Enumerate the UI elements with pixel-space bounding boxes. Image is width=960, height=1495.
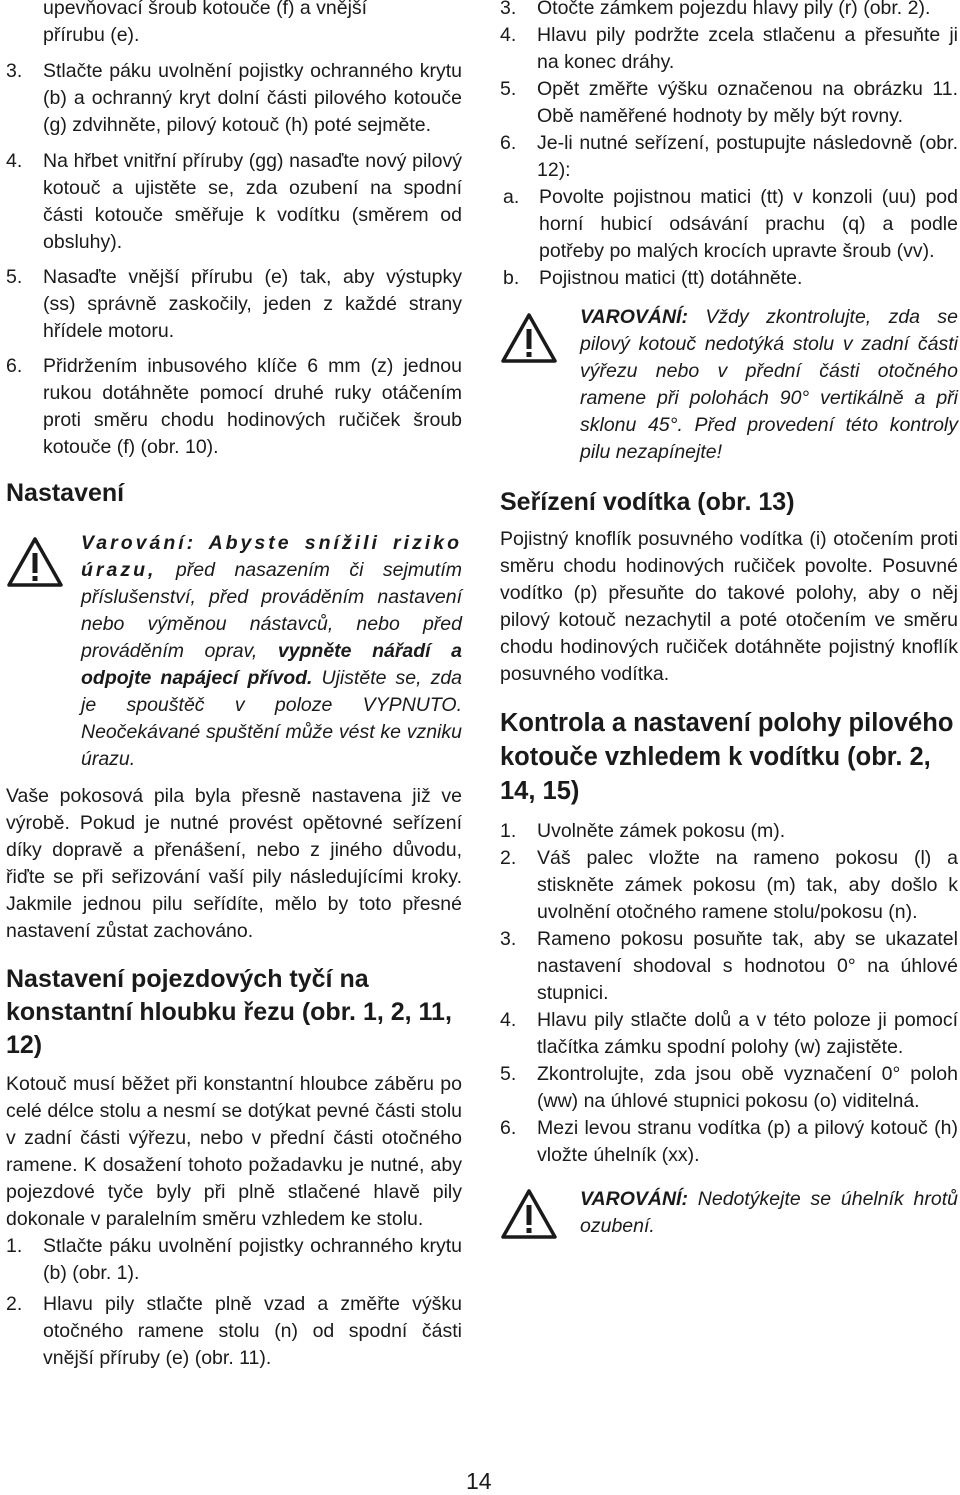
step-number: 6. (500, 1117, 517, 1139)
list-item (500, 818, 958, 845)
heading-pojezd: Nastavení pojezdových tyčí na konstantní hloubku řezu (obr. 1, 2, 11, 12) (6, 965, 452, 1059)
step-text: Uvolněte zámek pokosu (m). (537, 820, 786, 842)
step-number: 3. (500, 0, 517, 19)
step-list-kontrola (500, 818, 958, 1169)
substep-letter: b. (503, 267, 520, 289)
step-list-pojezd (6, 1233, 462, 1372)
list-item (500, 130, 958, 184)
warning-triangle-icon (6, 536, 64, 588)
right-column (500, 0, 958, 1240)
step-list-blade (6, 58, 462, 461)
substep-text: Povolte pojistnou matici (tt) v konzoli (uu) pod horní hubicí odsávání prachu (q) a podle potřeby po malých krocích upravte šroub (vv). (539, 186, 958, 262)
substep-text: Pojistnou matici (tt) dotáhněte. (539, 267, 803, 289)
intro-continuation (6, 0, 462, 49)
step-text: Váš palec vložte na rameno pokosu (l) a stiskněte zámek pokosu (m) tak, aby došlo k uvolnění otočného ramene stolu/pokosu (n). (537, 847, 958, 923)
list-item (6, 148, 462, 256)
heading-voditko: Seřízení vodítka (obr. 13) (500, 488, 795, 516)
step-number: 4. (500, 24, 517, 46)
step-text: Je-li nutné seřízení, postupujte následovně (obr. 12): (537, 132, 958, 181)
step-number: 4. (6, 150, 23, 172)
substep-item (463, 265, 958, 292)
warning-text-2 (580, 304, 958, 466)
warning-box-1 (6, 530, 462, 773)
step-number: 5. (500, 1063, 517, 1085)
paragraph-pojezd: Kotouč musí běžet při konstantní hloubce záběru po celé délce stolu a nesmí se dotýkat pevné části stolu v zadní části výřezu, nebo v přední části otočného ramene. K dosažení tohoto požadavku je nutné, aby pojezdové tyče byly při plně stlačené hlavě pily dokonale v paralelním směru vzhledem ke stolu. (6, 1073, 462, 1230)
list-item (6, 353, 462, 461)
step-number: 5. (6, 266, 23, 288)
list-item (500, 0, 958, 22)
step-list-adjust (500, 0, 958, 184)
step-text: Hlavu pily stlačte plně vzad a změřte výšku otočného ramene stolu (n) od spodní části vnější příruby (e) (obr. 11). (43, 1293, 462, 1369)
step-number: 2. (500, 847, 517, 869)
list-item (500, 845, 958, 926)
left-column (6, 0, 462, 1372)
list-item (500, 76, 958, 130)
warning-triangle-icon (500, 312, 558, 364)
warning-text-1 (81, 530, 462, 773)
paragraph-voditko: Pojistný knoflík posuvného vodítka (i) otočením proti směru chodu hodinových ručiček povolte. Posuvné vodítko (p) přesuňte do takové polohy, aby o něj pilový kotouč nezachytil a poté otočením ve směru chodu hodinových ručiček dotáhněte pojistný knoflík posuvného vodítka. (500, 528, 958, 685)
warning-bold-1: vypněte nářadí a odpojte napájecí přívod. (81, 640, 462, 689)
page-number: 14 (466, 1468, 492, 1494)
step-text: Na hřbet vnitřní příruby (gg) nasaďte nový pilový kotouč a ujistěte se, zda ozubení na spodní části kotouče směřuje k vodítku (směrem od obsluhy). (43, 150, 462, 253)
list-item (6, 264, 462, 345)
step-number: 5. (500, 78, 517, 100)
list-item (500, 926, 958, 1007)
heading-nastaveni: Nastavení (6, 479, 125, 507)
warning-triangle-icon (500, 1188, 558, 1240)
warning-lead-3: VAROVÁNÍ: (580, 1188, 688, 1210)
warning-body-3: Nedotýkejte se úhelník hrotů ozubení. (580, 1188, 958, 1237)
step-text: Stlačte páku uvolnění pojistky ochranného krytu (b) a ochranný kryt dolní části pilového kotouče (g) zdvihněte, pilový kotouč (h) poté sejměte. (43, 60, 462, 136)
step-text: Zkontrolujte, zda jsou obě vyznačení 0° poloh (ww) na úhlové stupnici pokosu (o) viditelná. (537, 1063, 958, 1112)
list-item (500, 22, 958, 76)
step-text: Opět změřte výšku označenou na obrázku 11. Obě naměřené hodnoty by měly být rovny. (537, 78, 958, 127)
step-number: 6. (500, 132, 517, 154)
step-text: Nasaďte vnější přírubu (e) tak, aby výstupky (ss) správně zaskočily, jeden z každé strany hřídele motoru. (43, 266, 462, 342)
heading-kontrola: Kontrola a nastavení polohy pilového kotouče vzhledem k vodítku (obr. 2, 14, 15) (500, 709, 954, 805)
warning-body-2: Vždy zkontrolujte, zda se pilový kotouč nedotýká stolu v zadní části výřezu nebo v přední části otočného ramene při polohách 90° vertikálně a při sklonu 45°. Před provedení této kontroly pilu nezapínejte! (580, 306, 958, 463)
step-number: 3. (6, 60, 23, 82)
substep-letter: a. (503, 186, 520, 208)
list-item (500, 1061, 958, 1115)
step-text: Přidržením inbusového klíče 6 mm (z) jednou rukou dotáhněte pomocí druhé ruky otáčením proti směru chodu hodinových ručiček šroub kotouče (f) (obr. 10). (43, 355, 462, 458)
list-item (6, 1291, 462, 1372)
list-item (500, 1115, 958, 1169)
step-number: 1. (500, 820, 517, 842)
warning-box-2 (500, 304, 958, 466)
step-text: Hlavu pily stlačte dolů a v této poloze ji pomocí tlačítka zámku spodní polohy (w) zajistěte. (537, 1009, 958, 1058)
list-item (500, 1007, 958, 1061)
warning-body-1a: před nasazením či sejmutím příslušenství, před prováděním nastavení nebo výměnou nástavců, nebo před prováděním oprav, (81, 559, 462, 662)
intro-line-2: přírubu (e). (43, 24, 140, 46)
step-text: Hlavu pily podržte zcela stlačenu a přesuňte ji na konec dráhy. (537, 24, 958, 73)
list-item (6, 1233, 462, 1287)
warning-box-3 (500, 1186, 958, 1240)
step-text: Rameno pokosu posuňte tak, aby se ukazatel nastavení shodoval s hodnotou 0° na úhlové stupnici. (537, 928, 958, 1004)
substep-item (463, 184, 958, 265)
warning-lead-2: VAROVÁNÍ: (580, 306, 688, 328)
step-number: 3. (500, 928, 517, 950)
step-text: Otočte zámkem pojezdu hlavy pily (r) (obr. 2). (537, 0, 931, 19)
step-text: Stlačte páku uvolnění pojistky ochranného krytu (b) (obr. 1). (43, 1235, 462, 1284)
paragraph-nastaveni: Vaše pokosová pila byla přesně nastavena již ve výrobě. Pokud je nutné provést opětovné seřízení díky dopravě a přenášení, nebo z jiného důvodu, řiďte se při seřizování vaší pily následujícími kroky. Jakmile jednou pilu seřídíte, mělo by toto přesné nastavení zůstat zachováno. (6, 785, 462, 942)
warning-body-1b: Ujistěte se, zda je spouštěč v poloze VYPNUTO. Neočekávané spuštění může vést ke vzniku úrazu. (81, 667, 463, 770)
step-number: 1. (6, 1235, 23, 1257)
intro-line-1: upevňovací šroub kotouče (f) a vnější (43, 0, 368, 19)
step-number: 4. (500, 1009, 517, 1031)
step-number: 2. (6, 1293, 23, 1315)
warning-text-3 (580, 1186, 958, 1240)
step-text: Mezi levou stranu vodítka (p) a pilový kotouč (h) vložte úhelník (xx). (537, 1117, 958, 1166)
list-item (6, 58, 462, 139)
step-number: 6. (6, 355, 23, 377)
warning-lead-1: Varování: Abyste snížili riziko úrazu, (81, 532, 462, 581)
